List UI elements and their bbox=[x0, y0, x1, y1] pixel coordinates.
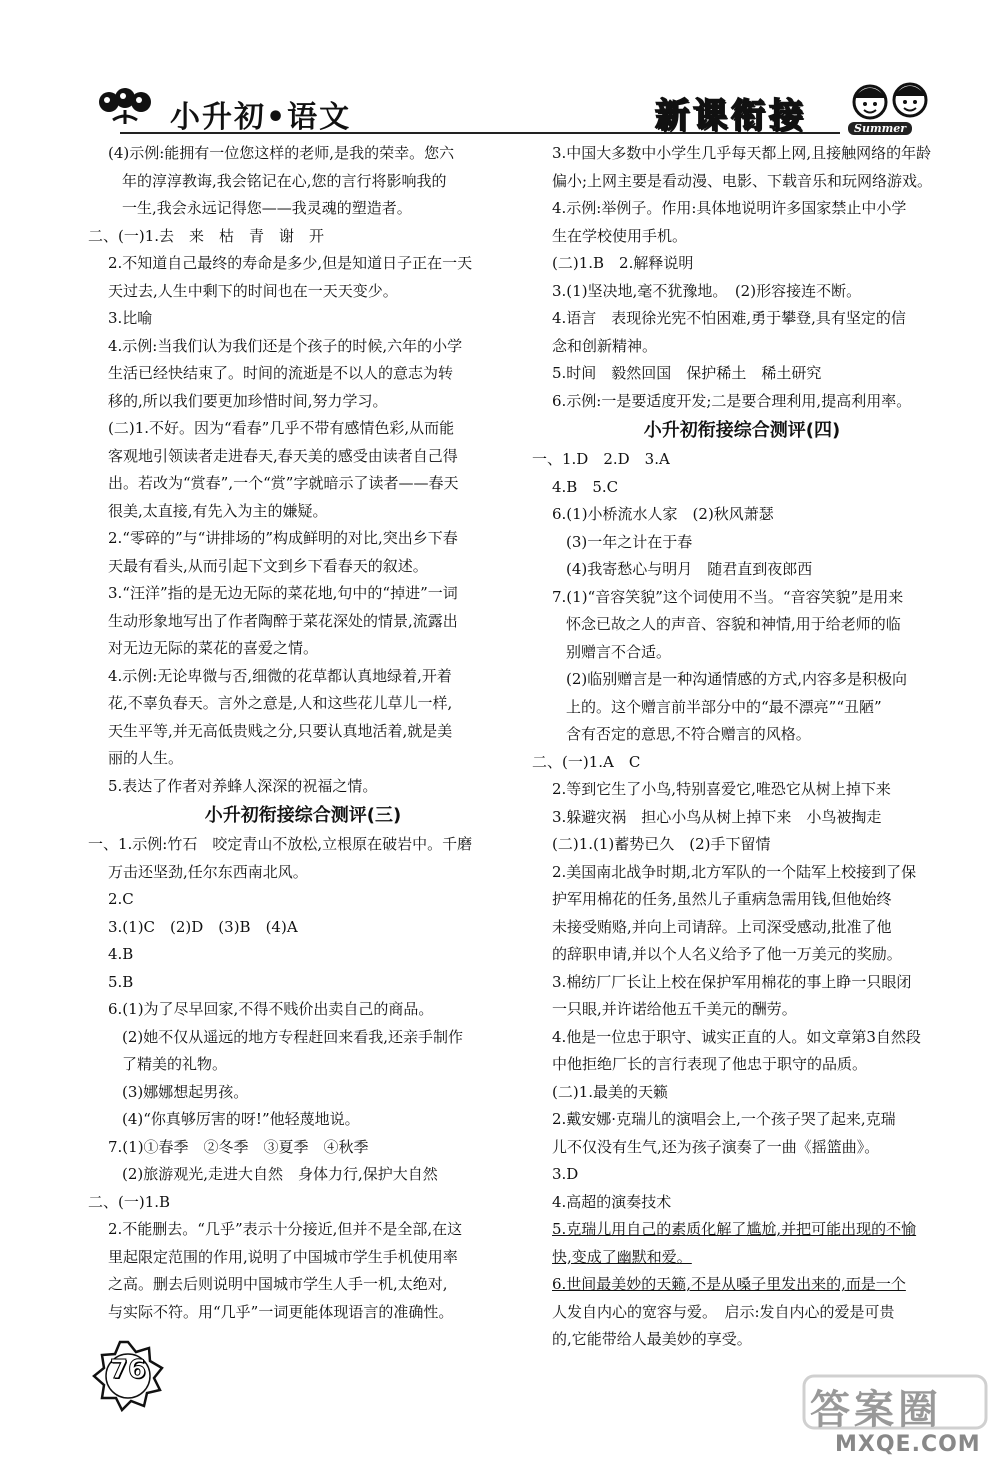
answer-line: 2.“零碎的”与“讲排场的”构成鲜明的对比,突出乡下春 bbox=[108, 529, 458, 547]
answer-line: 移的,所以我们要更加珍惜时间,努力学习。 bbox=[108, 391, 388, 410]
answer-line: 了精美的礼物。 bbox=[122, 1055, 228, 1073]
answer-line: 丽的人生。 bbox=[108, 749, 184, 767]
answer-line: 一生,我会永远记得您——我灵魂的塑造者。 bbox=[122, 199, 412, 217]
answer-line: 很美,太直接,有先入为主的嫌疑。 bbox=[108, 501, 328, 520]
answer-line: 的辞职申请,并以个人名义给予了他一万美元的奖励。 bbox=[552, 945, 902, 963]
answer-line: 6.世间最美妙的天籁,不是从嗓子里发出来的,而是一个 bbox=[552, 1275, 906, 1293]
answer-line: 3.(1)C (2)D (3)B (4)A bbox=[108, 917, 298, 936]
answer-line: 护军用棉花的任务,虽然儿子重病急需用钱,但他始终 bbox=[552, 890, 892, 908]
answer-line: (二)1.B 2.解释说明 bbox=[552, 254, 694, 272]
answer-line: 快,变成了幽默和爱。 bbox=[552, 1247, 692, 1266]
answer-line: (4)“你真够厉害的呀!”他轻蔑地说。 bbox=[122, 1110, 360, 1128]
answer-line: 2.C bbox=[108, 890, 134, 908]
book-title: 小升初•语文 bbox=[170, 100, 352, 135]
answer-line: 2.等到它生了小鸟,特别喜爱它,唯恐它从树上掉下来 bbox=[552, 780, 891, 798]
watermark-url: MXQE.COM bbox=[835, 1432, 981, 1457]
answer-line: 里起限定范围的作用,说明了中国城市学生手机使用率 bbox=[108, 1247, 458, 1266]
page-number: 76 bbox=[109, 1355, 147, 1385]
answer-line: (2)旅游观光,走进大自然 身体力行,保护大自然 bbox=[122, 1165, 438, 1183]
answer-line: 念和创新精神。 bbox=[552, 336, 658, 355]
answer-line: 天生平等,并无高低贵贱之分,只要认真地活着,就是美 bbox=[108, 721, 453, 740]
series-title: 新课衔接 bbox=[655, 96, 807, 136]
answer-line: 4.高超的演奏技术 bbox=[552, 1192, 672, 1211]
cartoon-logo-icon bbox=[95, 88, 155, 128]
answer-line: (二)1.不好。因为“看春”几乎不带有感情色彩,从而能 bbox=[108, 419, 455, 437]
answer-line: 4.他是一位忠于职守、诚实正直的人。如文章第3自然段 bbox=[552, 1027, 921, 1046]
answer-line: 二、(一)1.B bbox=[88, 1192, 171, 1211]
answer-line: 5.克瑞儿用自己的素质化解了尴尬,并把可能出现的不愉 bbox=[552, 1220, 917, 1238]
answer-line: 怀念已故之人的声音、容貌和神情,用于给老师的临 bbox=[566, 615, 901, 633]
answer-line: (4)我寄愁心与明月 随君直到夜郎西 bbox=[566, 560, 813, 578]
answer-line: 出。若改为“赏春”,一个“赏”字就暗示了读者——春天 bbox=[108, 474, 459, 492]
answer-line: 的,它能带给人最美妙的享受。 bbox=[552, 1330, 752, 1348]
answer-line: 4.示例:举例子。作用:具体地说明许多国家禁止中小学 bbox=[552, 199, 907, 217]
answer-line: 一、1.示例:竹石 咬定青山不放松,立根原在破岩中。千磨 bbox=[88, 835, 473, 853]
answer-line: 3.“汪洋”指的是无边无际的菜花地,句中的“掉进”一词 bbox=[108, 584, 458, 602]
answer-line: 2.不知道自己最终的寿命是多少,但是知道日子正在一天 bbox=[108, 254, 473, 272]
page-header bbox=[0, 0, 1000, 140]
answer-line: 天最有看头,从而引起下文到乡下看春天的叙述。 bbox=[108, 556, 428, 575]
answer-line: 2.不能删去。“几乎”表示十分接近,但并不是全部,在这 bbox=[108, 1220, 463, 1238]
left-column bbox=[88, 140, 518, 1326]
right-column bbox=[532, 140, 952, 1354]
answer-line: 偏小;上网主要是看动漫、电影、下载音乐和玩网络游戏。 bbox=[552, 171, 933, 190]
summer-tag: Summer bbox=[848, 122, 912, 135]
answer-line: 3.(1)坚决地,毫不犹豫地。 (2)形容接连不断。 bbox=[552, 281, 862, 300]
answer-line: (3)娜娜想起男孩。 bbox=[122, 1082, 249, 1101]
answer-line: 生在学校使用手机。 bbox=[552, 226, 688, 245]
answer-line: 3.棉纺厂厂长让上校在保护军用棉花的事上睁一只眼闭 bbox=[552, 972, 912, 991]
answer-line: 未接受贿赂,并向上司请辞。上司深受感动,批准了他 bbox=[552, 917, 892, 936]
answer-line: 7.(1)“音容笑貌”这个词使用不当。“音容笑貌”是用来 bbox=[552, 587, 904, 606]
answer-line: 6.(1)为了尽早回家,不得不贱价出卖自己的商品。 bbox=[108, 1000, 434, 1018]
answer-line: 5.B bbox=[108, 972, 134, 991]
answer-line: 7.(1)①春季 ②冬季 ③夏季 ④秋季 bbox=[108, 1137, 369, 1156]
answer-line: 5.表达了作者对养蜂人深深的祝福之情。 bbox=[108, 776, 378, 795]
answer-line: 2.戴安娜·克瑞儿的演唱会上,一个孩子哭了起来,克瑞 bbox=[552, 1110, 896, 1128]
answer-line: 一只眼,并许诺给他五千美元的酬劳。 bbox=[552, 1000, 797, 1018]
answer-line: (4)示例:能拥有一位您这样的老师,是我的荣幸。您六 bbox=[108, 144, 455, 162]
answer-line: 中他拒绝厂长的言行表现了他忠于职守的品质。 bbox=[552, 1055, 868, 1073]
answer-line: 3.躲避灾祸 担心小鸟从树上掉下来 小鸟被掏走 bbox=[552, 807, 882, 826]
answer-line: 生活已经快结束了。时间的流逝是不以人的意志为转 bbox=[108, 364, 454, 382]
answer-line: 4.B bbox=[108, 945, 134, 963]
answer-line: 儿不仅没有生气,还为孩子演奏了一曲《摇篮曲》。 bbox=[552, 1137, 880, 1156]
answer-line: 4.示例:无论卑微与否,细微的花草都认真地绿着,开着 bbox=[108, 666, 452, 685]
watermark-cn: 答案圈 bbox=[810, 1387, 942, 1433]
answer-line: 一、1.D 2.D 3.A bbox=[532, 450, 670, 468]
answer-line: (3)一年之计在于春 bbox=[566, 532, 693, 551]
answer-line: 3.中国大多数中小学生几乎每天都上网,且接触网络的年龄 bbox=[552, 144, 932, 162]
answer-line: 天过去,人生中剩下的时间也在一天天变少。 bbox=[108, 281, 398, 300]
answer-line: 5.时间 毅然回国 保护稀土 稀土研究 bbox=[552, 364, 822, 382]
answer-line: 客观地引领读者走进春天,春天美的感受由读者自己得 bbox=[108, 446, 458, 465]
answer-line: 6.示例:一是要适度开发;二是要合理利用,提高利用率。 bbox=[552, 391, 912, 410]
answer-line: 二、(一)1.A C bbox=[532, 752, 641, 771]
answer-line: 之高。删去后则说明中国城市学生人手一机,太绝对, bbox=[108, 1275, 448, 1293]
answer-line: 人发自内心的宽容与爱。 启示:发自内心的爱是可贵 bbox=[552, 1302, 895, 1321]
answer-line: (二)1.最美的天籁 bbox=[552, 1082, 669, 1101]
answer-line: 二、(一)1.去 来 枯 青 谢 开 bbox=[88, 226, 325, 245]
answer-line: 4.语言 表现徐光宪不怕困难,勇于攀登,具有坚定的信 bbox=[552, 309, 906, 327]
answer-line: 别赠言不合适。 bbox=[566, 642, 672, 661]
answer-line: 含有否定的意思,不符合赠言的风格。 bbox=[566, 725, 811, 743]
answer-line: 3.比喻 bbox=[108, 309, 153, 327]
answer-line: 6.(1)小桥流水人家 (2)秋风萧瑟 bbox=[552, 505, 774, 523]
answer-line: 生动形象地写出了作者陶醉于菜花深处的情景,流露出 bbox=[108, 611, 458, 630]
answer-line: 年的淳淳教诲,我会铭记在心,您的言行将影响我的 bbox=[122, 171, 447, 190]
answer-line: (2)临别赠言是一种沟通情感的方式,内容多是积极向 bbox=[566, 670, 908, 688]
section-title: 小升初衔接综合测评(四) bbox=[643, 420, 841, 441]
answer-line: 3.D bbox=[552, 1165, 579, 1183]
answer-line: (2)她不仅从遥远的地方专程赶回来看我,还亲手制作 bbox=[122, 1027, 464, 1046]
answer-line: 花,不辜负春天。言外之意是,人和这些花儿草儿一样, bbox=[108, 694, 453, 712]
answer-line: 4.B 5.C bbox=[552, 477, 619, 496]
answer-line: (二)1.(1)蓄势已久 (2)手下留情 bbox=[552, 835, 771, 853]
answer-line: 对无边无际的菜花的喜爱之情。 bbox=[108, 639, 319, 657]
answer-line: 与实际不符。用“几乎”一词更能体现语言的准确性。 bbox=[108, 1302, 454, 1321]
answer-line: 万击还坚劲,任尔东西南北风。 bbox=[108, 862, 308, 881]
answer-line: 4.示例:当我们认为我们还是个孩子的时候,六年的小学 bbox=[108, 336, 463, 355]
answer-line: 上的。这个赠言前半部分中的“最不漂亮”“丑陋” bbox=[566, 697, 882, 716]
answer-line: 2.美国南北战争时期,北方军队的一个陆军上校接到了保 bbox=[552, 862, 917, 881]
section-title: 小升初衔接综合测评(三) bbox=[204, 805, 402, 826]
